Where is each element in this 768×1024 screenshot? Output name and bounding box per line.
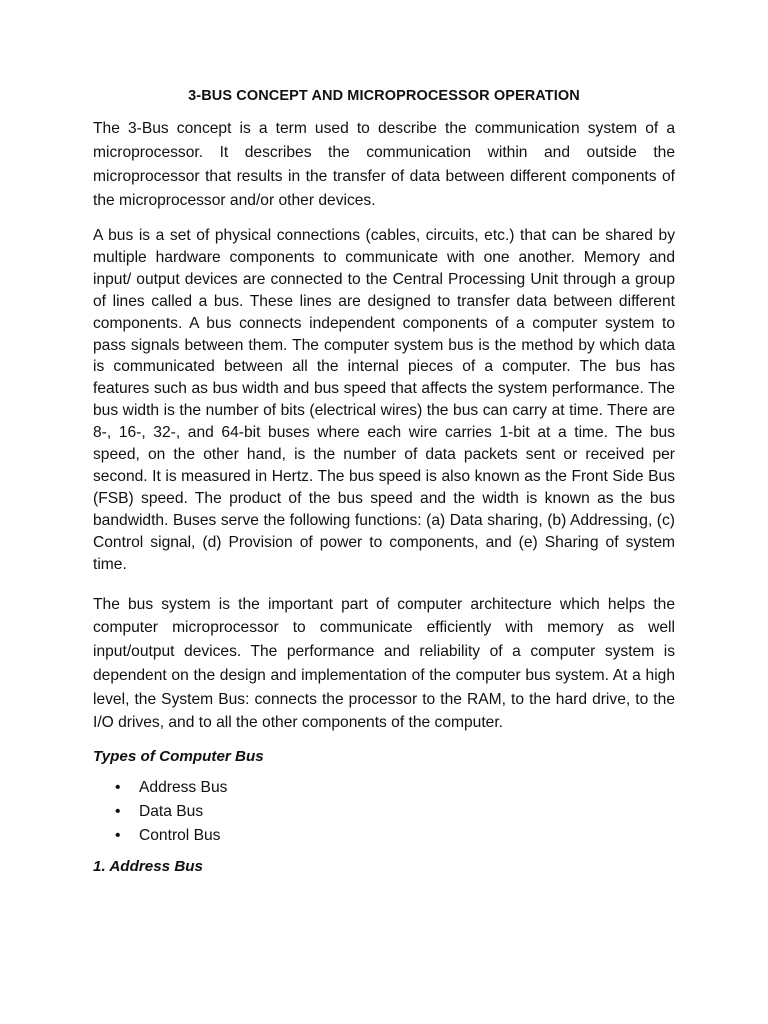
bus-types-list <box>93 776 675 848</box>
bullet-icon: • <box>115 803 121 821</box>
list-item <box>115 824 675 848</box>
bullet-icon: • <box>115 827 121 845</box>
section-heading-address-bus: 1. Address Bus <box>93 858 204 876</box>
bus-system-paragraph: The bus system is the important part of computer architecture which helps the computer microprocessor to communicate efficiently with memory as well input/output devices. The performance and reliability of a computer system is dependent on the design and implementation of the computer bus system. At a high level, the System Bus: connects the processor to the RAM, to the hard drive, to the I/O drives, and to all the other components of the computer. <box>93 595 675 732</box>
list-item <box>115 776 675 800</box>
list-item-label: Address Bus <box>139 779 228 797</box>
intro-paragraph: The 3-Bus concept is a term used to describe the communication system of a microprocessor. It describes the communication within and outside the microprocessor that results in the transfer of data between different components of the microprocessor and/or other devices. <box>93 120 675 209</box>
list-item-label: Control Bus <box>139 827 221 845</box>
types-heading: Types of Computer Bus <box>93 748 264 766</box>
list-item <box>115 800 675 824</box>
list-item-label: Data Bus <box>139 803 204 821</box>
bus-definition-paragraph: A bus is a set of physical connections (cables, circuits, etc.) that can be shared by multiple hardware components to communicate with one another. Memory and input/ output devices are connected to the Central Processing Unit through a group of lines called a bus. These lines are designed to transfer data between different components. A bus connects independent components of a computer system to pass signals between them. The computer system bus is the method by which data is communicated between all the internal pieces of a computer. The bus has features such as bus width and bus speed that affects the system performance. The bus width is the number of bits (electrical wires) the bus can carry at time. There are 8-, 16-, 32-, and 64-bit buses where each wire carries 1-bit at a time. The bus speed, on the other hand, is the number of data packets sent or received per second. It is measured in Hertz. The bus speed is also known as the Front Side Bus (FSB) speed. The product of the bus speed and the width is known as the bus bandwidth. Buses serve the following functions: (a) Data sharing, (b) Addressing, (c) Control signal, (d) Provision of power to components, and (e) Sharing of system time. <box>93 227 675 573</box>
bullet-icon: • <box>115 779 121 797</box>
document-title: 3-BUS CONCEPT AND MICROPROCESSOR OPERATION <box>188 88 580 104</box>
